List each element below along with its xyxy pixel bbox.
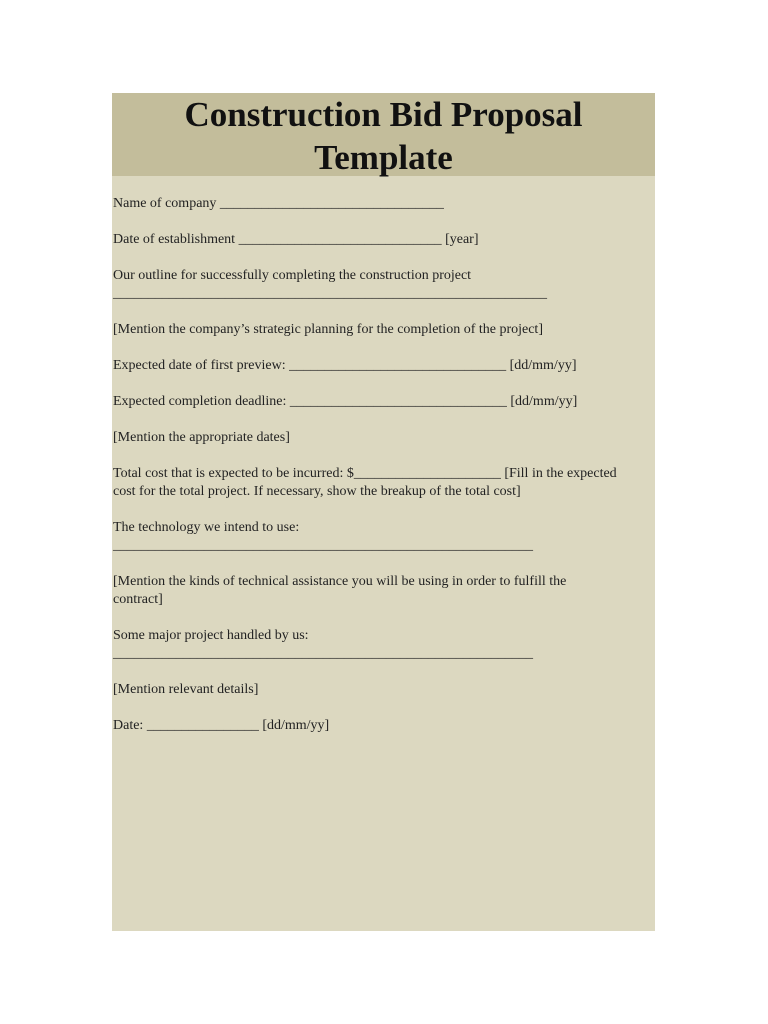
project-outline-line: Our outline for successfully completing the construction project ______________________________________________________________ — [113, 268, 547, 301]
title-line-1: Construction Bid Proposal — [184, 95, 583, 134]
date-line: Date: ________________ [dd/mm/yy] — [113, 718, 330, 733]
technical-assistance-note: [Mention the kinds of technical assistance you will be using in order to fulfill the contract] — [113, 574, 567, 607]
relevant-details-note: [Mention relevant details] — [113, 682, 259, 697]
document-title — [112, 93, 655, 179]
document-page — [112, 93, 655, 931]
title-line-2: Template — [314, 138, 453, 177]
company-name-line: Name of company ________________________________ — [113, 196, 444, 211]
establishment-date-line: Date of establishment _____________________________ [year] — [113, 232, 479, 247]
strategic-planning-note: [Mention the company’s strategic planning for the completion of the project] — [113, 322, 543, 337]
document-body — [113, 195, 653, 753]
appropriate-dates-note: [Mention the appropriate dates] — [113, 430, 290, 445]
technology-line: The technology we intend to use: ____________________________________________________________ — [113, 520, 533, 553]
total-cost-line: Total cost that is expected to be incurred: $_____________________ [Fill in the expected cost for the total project. If necessary, show the breakup of the total cost] — [113, 466, 617, 499]
major-project-line: Some major project handled by us: ____________________________________________________________ — [113, 628, 533, 661]
completion-deadline-line: Expected completion deadline: _______________________________ [dd/mm/yy] — [113, 394, 578, 409]
title-banner — [112, 93, 655, 176]
first-preview-date-line: Expected date of first preview: _______________________________ [dd/mm/yy] — [113, 358, 577, 373]
